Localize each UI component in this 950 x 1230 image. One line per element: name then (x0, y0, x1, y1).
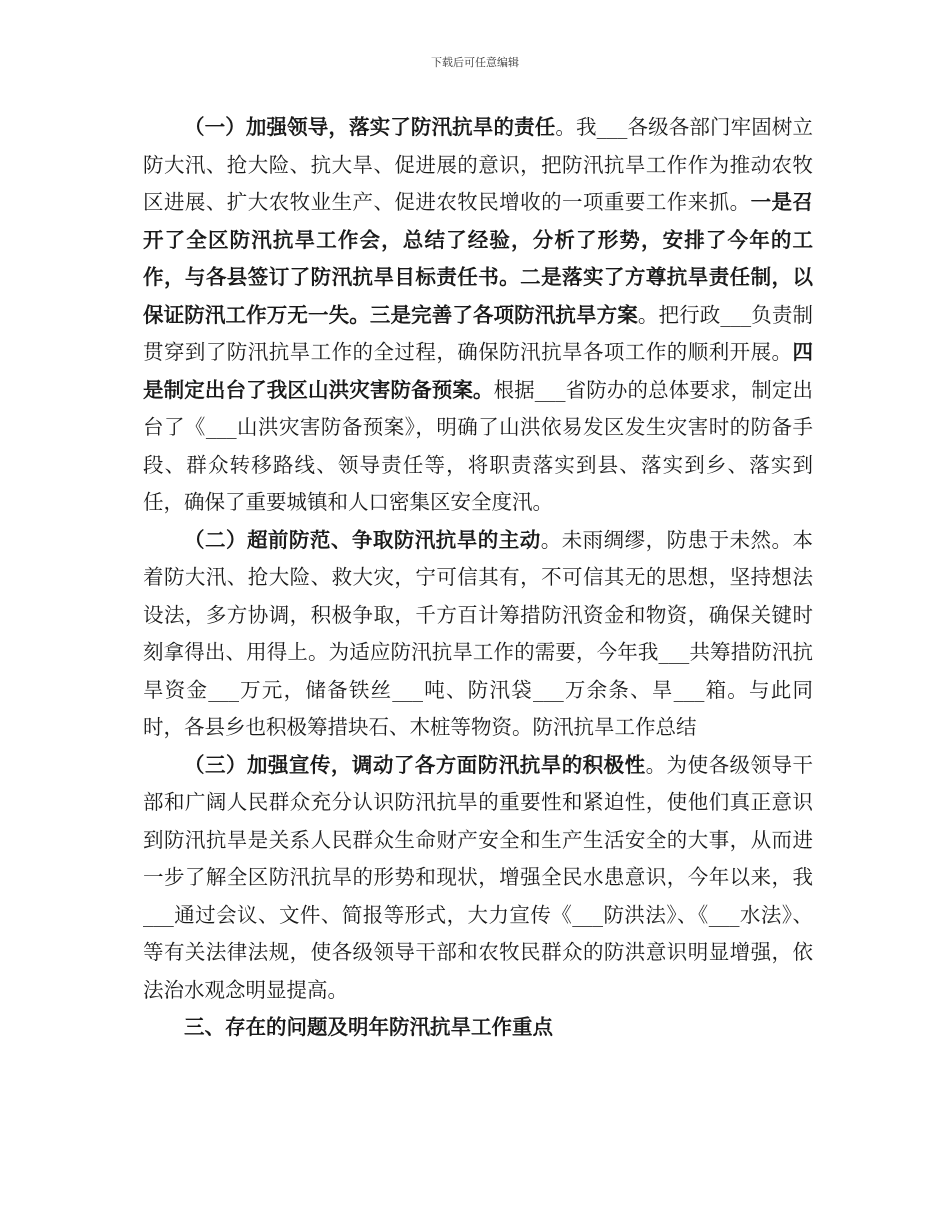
segment: 。为使各级领导干部和广阔人民群众充分认识防汛抗旱的重要性和紧迫性，使他们真正意识到防汛抗旱是关系人民群众生命财产安全和生产生活安全的大事，从而进一步了解全区防汛抗旱的形势和现状，增强全民水患意识，今年以来，我___通过会议、文件、简报等形式，大力宣传《___防洪法》、《___水法》、等有关法律法规，使各级领导干部和农牧民群众的防洪意识明显增强，依法治水观念明显提高。 (143, 752, 814, 1002)
segment: （一）加强领导，落实了防汛抗旱的责任 (184, 115, 556, 139)
header-note: 下载后可任意编辑 (431, 56, 519, 69)
segment: 根据___省防办的总体要求，制定出台了《___山洪灾害防备预案》，明确了山洪依易发区发生灾害时的防备手段、群众转移路线、领导责任等，将职责落实到县、落实到乡、落实到任，确保了重要城镇和人口密集区安全度汛。 (143, 377, 814, 514)
paragraph-3 (143, 747, 813, 1010)
segment: 。把行政___负责制贯穿到了防汛抗旱工作的全过程，确保防汛抗旱各项工作的顺利开展。 (143, 302, 814, 364)
segment: 。我___各级各部门牢固树立防大汛、抢大险、抗大旱、促进展的意识，把防汛抗旱工作作为推动农牧区进展、扩大农牧业生产、促进农牧民增收的一项重要工作来抓。 (143, 115, 813, 214)
section-heading: 三、存在的问题及明年防汛抗旱工作重点 (184, 1015, 553, 1039)
body-text (143, 109, 813, 1047)
paragraph-2 (143, 522, 813, 747)
paragraph-1 (143, 109, 813, 522)
segment: 四是制定出台了我区山洪灾害防备预案。 (143, 340, 813, 402)
segment: 。未雨绸缪，防患于未然。本着防大汛、抢大险、救大灾，宁可信其有，不可信其无的思想，坚持想法设法，多方协调，积极争取，千方百计筹措防汛资金和物资，确保关键时刻拿得出、用得上。为适应防汛抗旱工作的需要，今年我___共筹措防汛抗旱资金___万元，储备铁丝___吨、防汛袋___万余条、旱___箱。与此同时，各县乡也积极筹措块石、木桩等物资。防汛抗旱工作总结 (143, 527, 814, 739)
segment: （二）超前防范、争取防汛抗旱的主动 (184, 527, 541, 552)
segment: 一是召开了全区防汛抗旱工作会，总结了经验，分析了形势，安排了今年的工作，与各县签订了防汛抗旱目标责任书。二是落实了方尊抗旱责任制，以保证防汛工作万无一失。三是完善了各项防汛抗旱方案 (143, 190, 814, 327)
segment: （三）加强宣传，调动了各方面防汛抗旱的积极性 (184, 752, 646, 777)
